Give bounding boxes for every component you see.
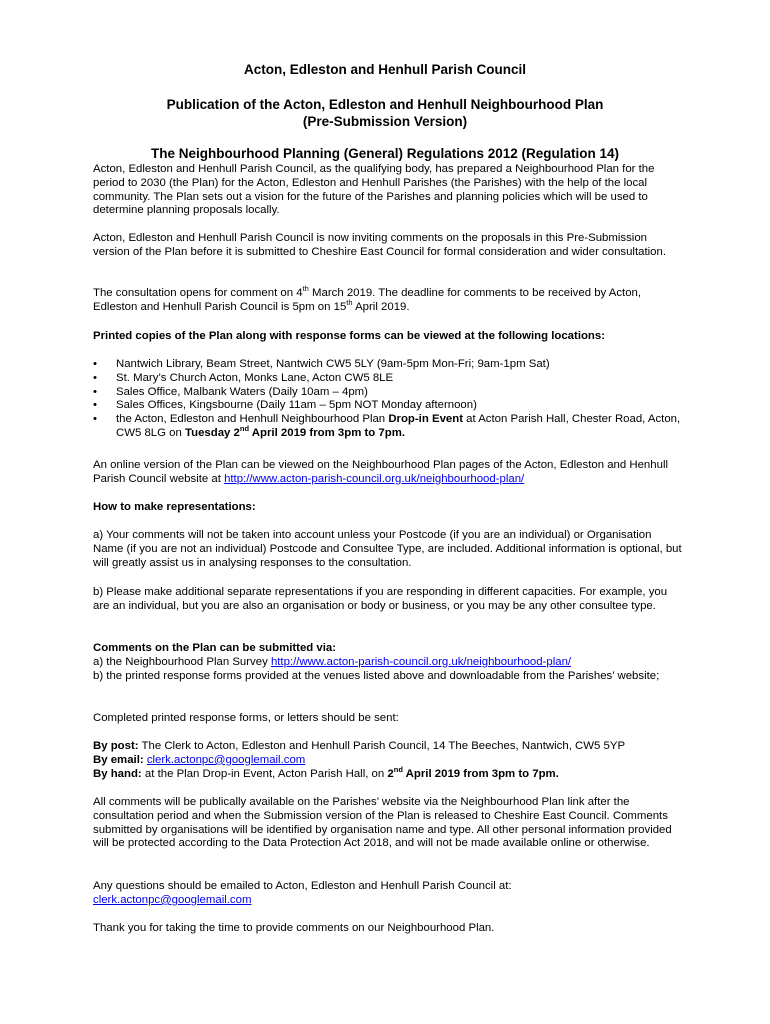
consultation-part-1: The consultation opens for comment on 4 (93, 287, 303, 299)
council-title: Acton, Edleston and Henhull Parish Council (243, 62, 527, 77)
location-text: Sales Office, Malbank Waters (Daily 10am – 4pm) (116, 385, 368, 398)
clerk-email-link[interactable]: clerk.actonpc@googlemail.com (146, 753, 306, 766)
inviting-text: Acton, Edleston and Henhull Parish Council is now inviting comments on the proposals in this Pre-Submission version of the Plan before it is submitted to Cheshire East Council for formal consideration and wider consultation. (93, 232, 666, 258)
submission-option-a (93, 656, 683, 670)
by-email (93, 754, 683, 768)
location-text: St. Mary’s Church Acton, Monks Lane, Acton CW5 8LE (116, 371, 394, 384)
intro-text: Acton, Edleston and Henhull Parish Council, as the qualifying body, has prepared a Neighbourhood Plan for the period to 2030 (the Plan) for the Acton, Edleston and Henhull Parishes (the Parishes) with the help of the local community. The Plan sets out a vision for the future of the Parishes and planning policies which will be used to determine planning proposals locally. (93, 163, 655, 217)
questions-text: Any questions should be emailed to Acton, Edleston and Henhull Parish Council at: (93, 880, 512, 892)
inviting-paragraph (93, 232, 683, 260)
bullet-icon: • (93, 358, 97, 370)
dropin-text-a: the Acton, Edleston and Henhull Neighbourhood Plan (116, 413, 389, 426)
by-hand (93, 764, 683, 782)
consultation-sup-1: th (302, 284, 309, 294)
submission-option-b: b) the printed response forms provided at the venues listed above and downloadable from the Parishes’ website; (93, 669, 660, 682)
post-label: By post: (93, 740, 139, 752)
list-item (93, 358, 683, 372)
email-label: By email: (93, 753, 144, 766)
publication-heading-line-2: (Pre-Submission Version) (302, 114, 468, 129)
submission-heading: Comments on the Plan can be submitted via: (93, 642, 337, 654)
printed-copies-heading: Printed copies of the Plan along with response forms can be viewed at the following locations: (93, 330, 606, 342)
post-address: The Clerk to Acton, Edleston and Henhull Parish Council, 14 The Beeches, Nantwich, CW5 5YP (138, 740, 626, 752)
representation-a-text: a) Your comments will not be taken into account unless your Postcode (if you are an individual) or Organisation Name (if you are not an individual) Postcode and Consultee Type, are included. Additional information is optional, but will greatly assist us in analysing responses to the consultation. (93, 529, 682, 569)
survey-link[interactable]: http://www.acton-parish-council.org.uk/neighbourhood-plan/ (270, 655, 572, 668)
by-post (93, 740, 683, 754)
list-item (93, 386, 683, 400)
representation-b (93, 586, 683, 614)
hand-text: at the Plan Drop-in Event, Acton Parish Hall, on (141, 767, 388, 780)
dropin-time: April 2019 from 3pm to 7pm. (249, 426, 405, 439)
public-availability-text: All comments will be publically available on the Parishes’ website via the Neighbourhood Plan link after the consultation period and when the Submission version of the Plan is released to Cheshire East Council. Comments submitted by organisations will be identified by organisation name and type. All other personal information provided will be protected according to the Data Protection Act 2018, and will not be made available online or otherwise. (93, 796, 672, 850)
consultation-part-2: March 2019. The deadline for comments to be received by Acton, Edleston and Henhull Parish Council is 5pm on 15 (93, 287, 642, 313)
list-item (93, 413, 683, 441)
bullet-icon: • (93, 385, 97, 398)
regulation-heading: The Neighbourhood Planning (General) Regulations 2012 (Regulation 14) (150, 146, 620, 161)
neighbourhood-plan-link[interactable]: http://www.acton-parish-council.org.uk/neighbourhood-plan/ (224, 472, 525, 485)
public-availability-paragraph (93, 796, 683, 851)
completed-forms-text: Completed printed response forms, or letters should be sent: (93, 712, 399, 724)
location-text: Nantwich Library, Beam Street, Nantwich CW5 5LY (9am-5pm Mon-Fri; 9am-1pm Sat) (116, 358, 550, 370)
online-paragraph (93, 459, 683, 487)
dropin-text-c: at Acton Parish Hall, Chester Road, Acton, CW5 8LG on (116, 413, 681, 439)
hand-date-sup: nd (393, 764, 403, 774)
dropin-date-sup: nd (239, 424, 250, 434)
questions-email-link[interactable]: clerk.actonpc@googlemail.com (93, 893, 252, 906)
bullet-icon: • (93, 371, 97, 384)
submission-section (93, 642, 683, 683)
thank-you-text: Thank you for taking the time to provide comments on our Neighbourhood Plan. (93, 922, 495, 934)
consultation-sup-2: th (346, 298, 353, 307)
online-text-body: An online version of the Plan can be viewed on the Neighbourhood Plan pages of the Acton, Edleston and Henhull Parish Council website at (93, 459, 668, 485)
questions-email (93, 894, 683, 908)
list-item (93, 372, 683, 386)
list-item (93, 399, 683, 413)
bullet-icon: • (93, 399, 97, 412)
questions-paragraph (93, 880, 683, 908)
submission-a-text: a) the Neighbourhood Plan Survey (93, 655, 271, 668)
hand-date: 2 (387, 767, 394, 780)
hand-label: By hand: (93, 767, 142, 780)
representation-b-text: b) Please make additional separate representations if you are responding in different capacities. For example, you are an individual, but you are also an organisation or body or business, or you may be any other consultee type. (93, 586, 668, 612)
intro-paragraph (93, 163, 683, 218)
publication-heading-line-1: Publication of the Acton, Edleston and Henhull Neighbourhood Plan (166, 97, 604, 112)
representation-a (93, 529, 683, 570)
locations-list (93, 358, 683, 441)
dropin-event-label: Drop-in Event (388, 413, 463, 426)
consultation-text (93, 284, 683, 315)
publication-heading (0, 96, 770, 130)
hand-time: April 2019 from 3pm to 7pm. (402, 767, 559, 780)
location-text: Sales Offices, Kingsbourne (Daily 11am – 5pm NOT Monday afternoon) (116, 399, 477, 412)
dropin-date: Tuesday 2 (185, 426, 240, 439)
bullet-icon: • (93, 413, 97, 426)
consultation-part-3: April 2019. (352, 300, 410, 313)
online-text (93, 459, 683, 487)
send-methods (93, 740, 683, 781)
consultation-paragraph (93, 284, 683, 315)
how-to-heading: How to make representations: (93, 501, 256, 513)
